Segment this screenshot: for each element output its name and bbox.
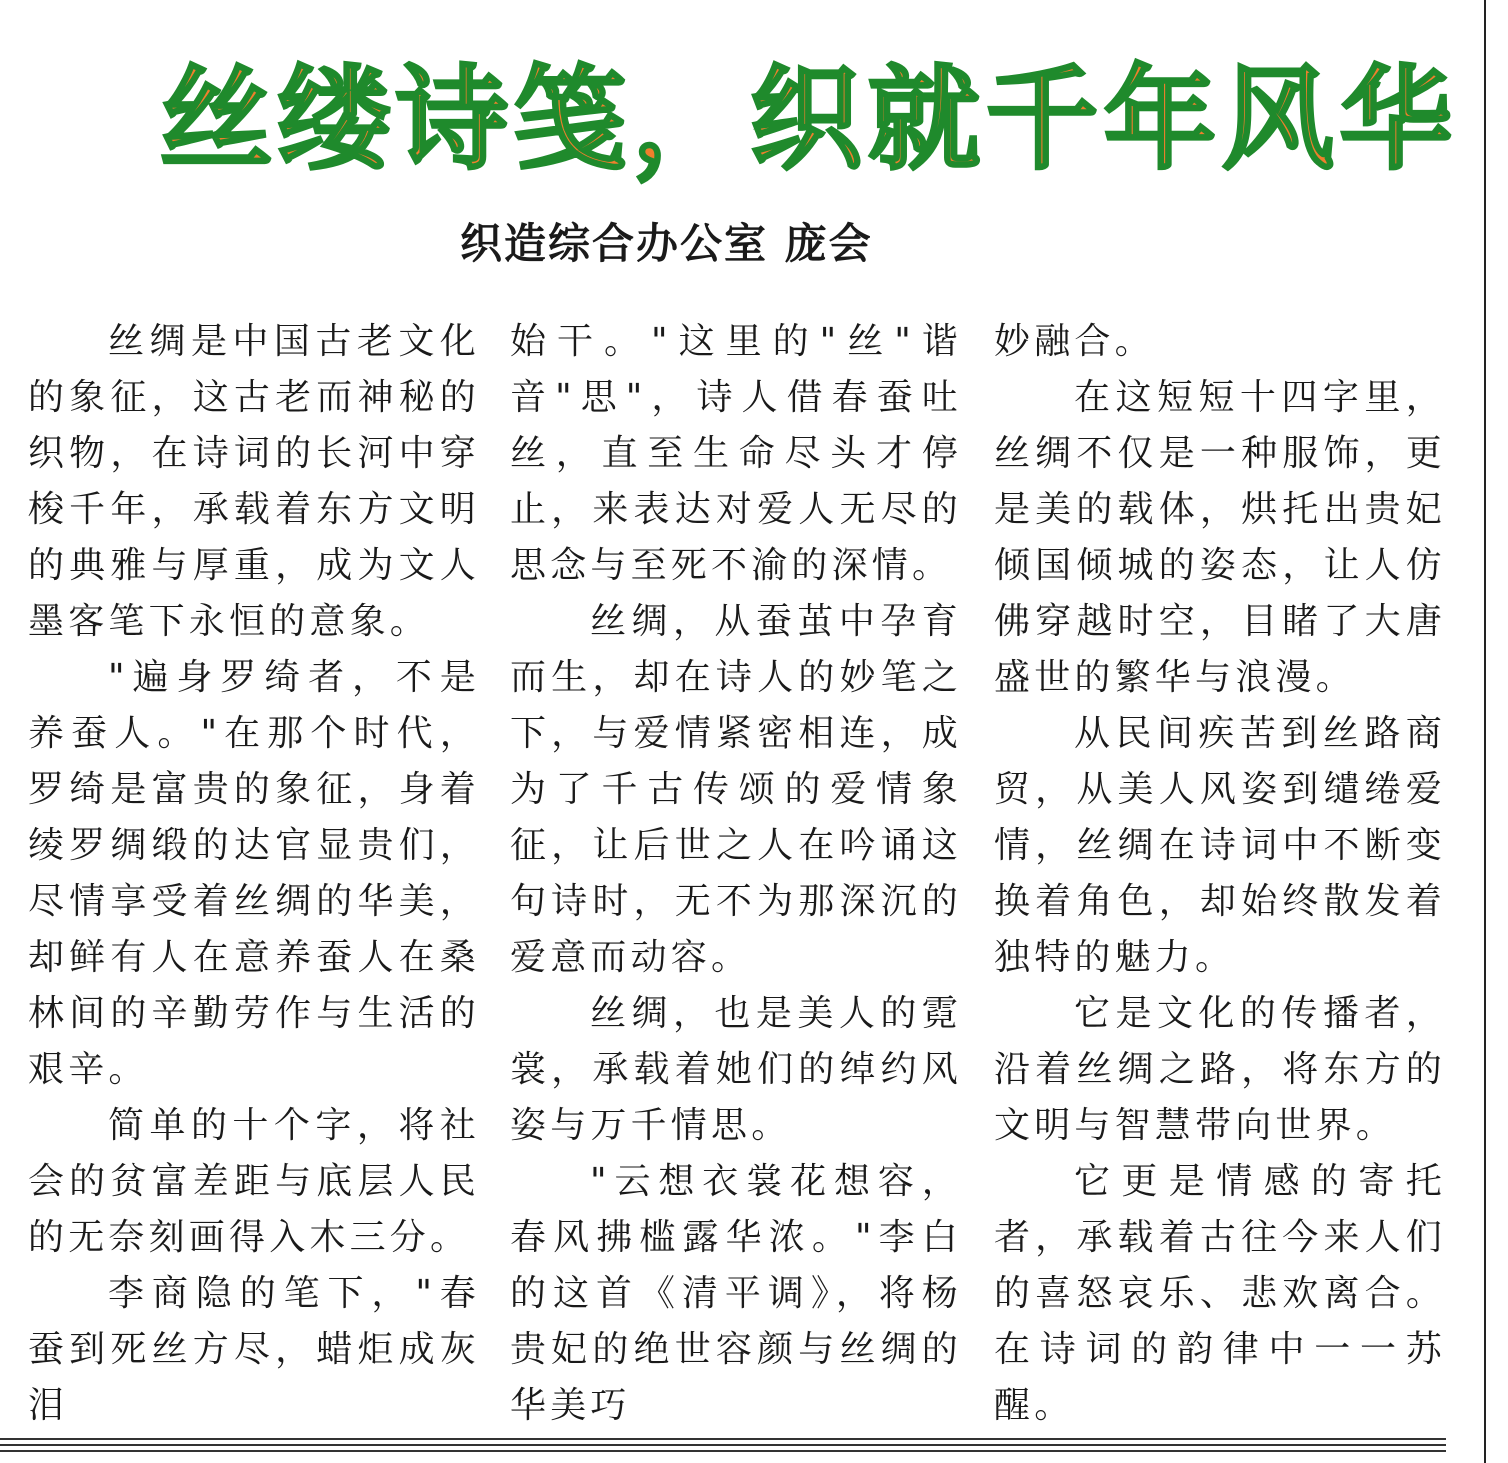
text-column-2 (510, 314, 962, 1426)
article-title: 丝缕诗笺，织就千年风华 (160, 55, 1458, 185)
paragraph: "云想衣裳花想容，春风拂槛露华浓。"李白的这首《清平调》，将杨贵妃的绝世容颜与丝绸的华美巧 (510, 1161, 962, 1426)
footer-rule (0, 1450, 1446, 1452)
paragraph: 始干。"这里的"丝"谐音"思"，诗人借春蚕吐丝，直至生命尽头才停止，来表达对爱人无尽的思念与至死不渝的深情。 (510, 321, 962, 586)
paragraph: 妙融合。 (994, 321, 1155, 362)
paragraph: 它是文化的传播者，沿着丝绸之路，将东方的文明与智慧带向世界。 (994, 993, 1446, 1146)
paragraph: "遍身罗绮者，不是养蚕人。"在那个时代，罗绮是富贵的象征，身着绫罗绸缎的达官显贵们，尽情享受着丝绸的华美，却鲜有人在意养蚕人在桑林间的辛勤劳作与生活的艰辛。 (28, 657, 480, 1090)
paragraph: 它更是情感的寄托者，承载着古往今来人们的喜怒哀乐、悲欢离合。在诗词的韵律中一一苏醒。 (994, 1161, 1446, 1426)
paragraph: 丝绸，从蚕茧中孕育而生，却在诗人的妙笔之下，与爱情紧密相连，成为了千古传颂的爱情象征，让后世之人在吟诵这句诗时，无不为那深沉的爱意而动容。 (510, 601, 962, 978)
footer-rule (0, 1438, 1446, 1440)
text-column-1 (28, 314, 480, 1426)
text-column-3 (994, 314, 1446, 1426)
paragraph: 在这短短十四字里，丝绸不仅是一种服饰，更是美的载体，烘托出贵妃倾国倾城的姿态，让人仿佛穿越时空，目睹了大唐盛世的繁华与浪漫。 (994, 377, 1446, 698)
paragraph: 从民间疾苦到丝路商贸，从美人风姿到缱绻爱情，丝绸在诗词中不断变换着角色，却始终散发着独特的魅力。 (994, 713, 1446, 978)
article-byline: 织造综合办公室 庞会 (460, 219, 873, 268)
paragraph: 丝绸是中国古老文化的象征，这古老而神秘的织物，在诗词的长河中穿梭千年，承载着东方文明的典雅与厚重，成为文人墨客笔下永恒的意象。 (28, 321, 480, 642)
paragraph: 李商隐的笔下，"春蚕到死丝方尽，蜡炬成灰泪 (28, 1273, 480, 1426)
paragraph: 简单的十个字，将社会的贫富差距与底层人民的无奈刻画得入木三分。 (28, 1105, 480, 1258)
paragraph: 丝绸，也是美人的霓裳，承载着她们的绰约风姿与万千情思。 (510, 993, 962, 1146)
right-margin-rule (1484, 0, 1486, 1463)
footer-rule (0, 1444, 1446, 1446)
